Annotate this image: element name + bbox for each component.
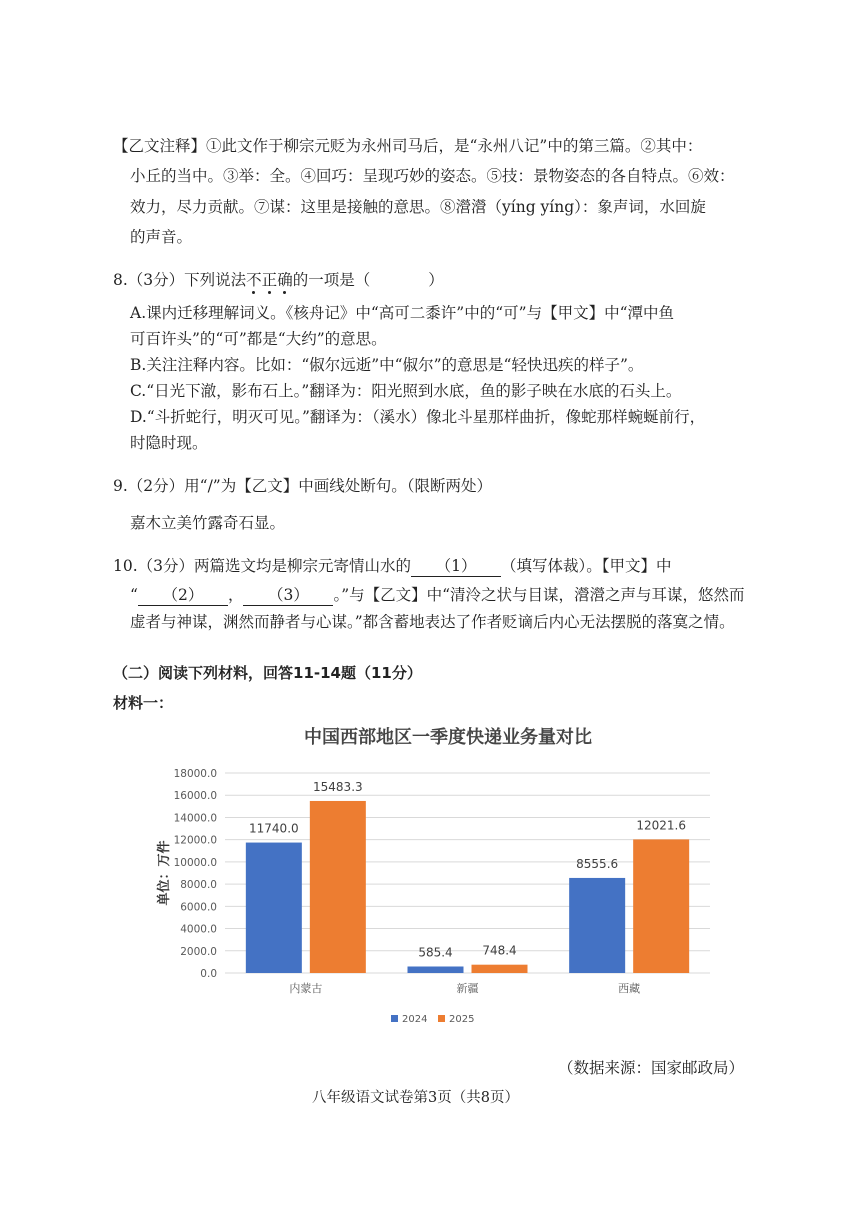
chart-title: 中国西部地区一季度快递业务量对比 [304, 727, 592, 748]
y-tick-label: 12000.0 [173, 834, 217, 847]
material-1-label: 材料一： [113, 694, 174, 712]
bar-内蒙古-2025 [310, 801, 366, 973]
emphasis-char: 不 [246, 271, 262, 289]
legend-label: 2025 [449, 1014, 475, 1025]
legend-swatch-2024 [391, 1015, 398, 1022]
section-2-heading: （二）阅读下列材料，回答11-14题（11分） [113, 664, 422, 682]
q8-option-a-line-2: 可百许头”的“可”都是“大约”的意思。 [130, 330, 387, 348]
bar-新疆-2025 [472, 965, 528, 973]
page-footer: 八年级语文试卷第3页（共8页） [312, 1090, 519, 1106]
q10-text: （填写体裁）。【甲文】中 [501, 557, 672, 575]
q10-text: 。”与【乙文】中“清泠之状与目谋，瀯瀯之声与耳谋，悠然而 [333, 586, 745, 604]
y-tick-label: 4000.0 [180, 923, 217, 936]
q8-stem-part: ） [428, 271, 444, 289]
note-line-4: 的声音。 [130, 228, 193, 246]
question-8-stem [113, 270, 444, 290]
y-tick-label: 6000.0 [180, 901, 217, 914]
question-9-stem: 9.（2分）用“/”为【乙文】中画线处断句。（限断两处） [113, 477, 492, 495]
bar-新疆-2024 [408, 966, 464, 973]
y-tick-label: 2000.0 [180, 945, 217, 958]
q10-blank-1: （1） [411, 556, 501, 577]
q10-blank-2: （2） [138, 585, 228, 606]
data-label: 748.4 [482, 943, 517, 958]
q10-text: ， [227, 586, 244, 604]
y-tick-label: 10000.0 [173, 856, 217, 869]
legend-label: 2024 [402, 1014, 428, 1025]
bar-西藏-2024 [569, 878, 625, 973]
q8-option-b: B.关注注释内容。比如：“俶尔远逝”中“俶尔”的意思是“轻快迅疾的样子”。 [130, 356, 644, 374]
q8-stem-part: 的一项是（ [292, 271, 371, 289]
question-10-line-3: 虚者与神谋，渊然而静者与心谋。”都含蓄地表达了作者贬谪后内心无法摆脱的落寞之情。 [130, 613, 735, 631]
data-label: 12021.6 [636, 818, 686, 833]
data-label: 585.4 [418, 945, 453, 960]
y-tick-label: 0.0 [200, 968, 217, 980]
emphasis-char: 正 [261, 271, 278, 289]
q8-option-d-line-1: D.“斗折蛇行，明灭可见。”翻译为：（溪水）像北斗星那样曲折，像蛇那样蜿蜒前行， [130, 408, 706, 426]
x-tick-label: 新疆 [456, 982, 479, 995]
note-line-2: 小丘的当中。③举：全。④回巧：呈现巧妙的姿态。⑤技：景物姿态的各自特点。⑥效： [130, 167, 735, 185]
question-10-line-2 [130, 585, 745, 606]
y-axis-label: 单位：万件 [157, 840, 172, 906]
legend-swatch-2025 [438, 1015, 445, 1022]
q8-stem-part: 8.（3分）下列说法 [113, 271, 247, 289]
q8-option-d-line-2: 时隐时现。 [130, 434, 208, 452]
q10-blank-3: （3） [243, 585, 333, 606]
x-tick-label: 内蒙古 [289, 982, 323, 995]
note-line-1: 【乙文注释】①此文作于柳宗元贬为永州司马后，是“永州八记”中的第三篇。②其中： [113, 137, 703, 155]
y-tick-label: 18000.0 [173, 768, 217, 780]
data-label: 11740.0 [249, 821, 299, 836]
q8-option-a-line-1: A.课内迁移理解词义。《核舟记》中“高可二黍许”中的“可”与【甲文】中“潭中鱼 [130, 304, 674, 322]
bar-chart [150, 712, 720, 1042]
data-label: 15483.3 [313, 779, 363, 794]
data-source: （数据来源：国家邮政局） [558, 1059, 745, 1077]
q10-text: 10.（3分）两篇选文均是柳宗元寄情山水的 [113, 557, 412, 575]
y-tick-label: 8000.0 [180, 879, 217, 892]
data-label: 8555.6 [576, 856, 619, 871]
y-tick-label: 14000.0 [173, 812, 217, 825]
question-10-line-1 [113, 556, 672, 577]
q8-option-c: C.“日光下澈，影布石上。”翻译为：阳光照到水底，鱼的影子映在水底的石头上。 [130, 382, 682, 400]
note-line-3: 效力，尽力贡献。⑦谋：这里是接触的意思。⑧瀯瀯（yíng yíng）：象声词，水回旋 [130, 198, 706, 216]
emphasis-char: 确 [277, 271, 293, 289]
x-tick-label: 西藏 [618, 982, 641, 995]
bar-内蒙古-2024 [246, 843, 302, 973]
q10-text: “ [130, 586, 138, 604]
question-9-text: 嘉木立美竹露奇石显。 [130, 514, 286, 532]
y-tick-label: 16000.0 [173, 790, 217, 803]
bar-西藏-2025 [633, 839, 689, 973]
